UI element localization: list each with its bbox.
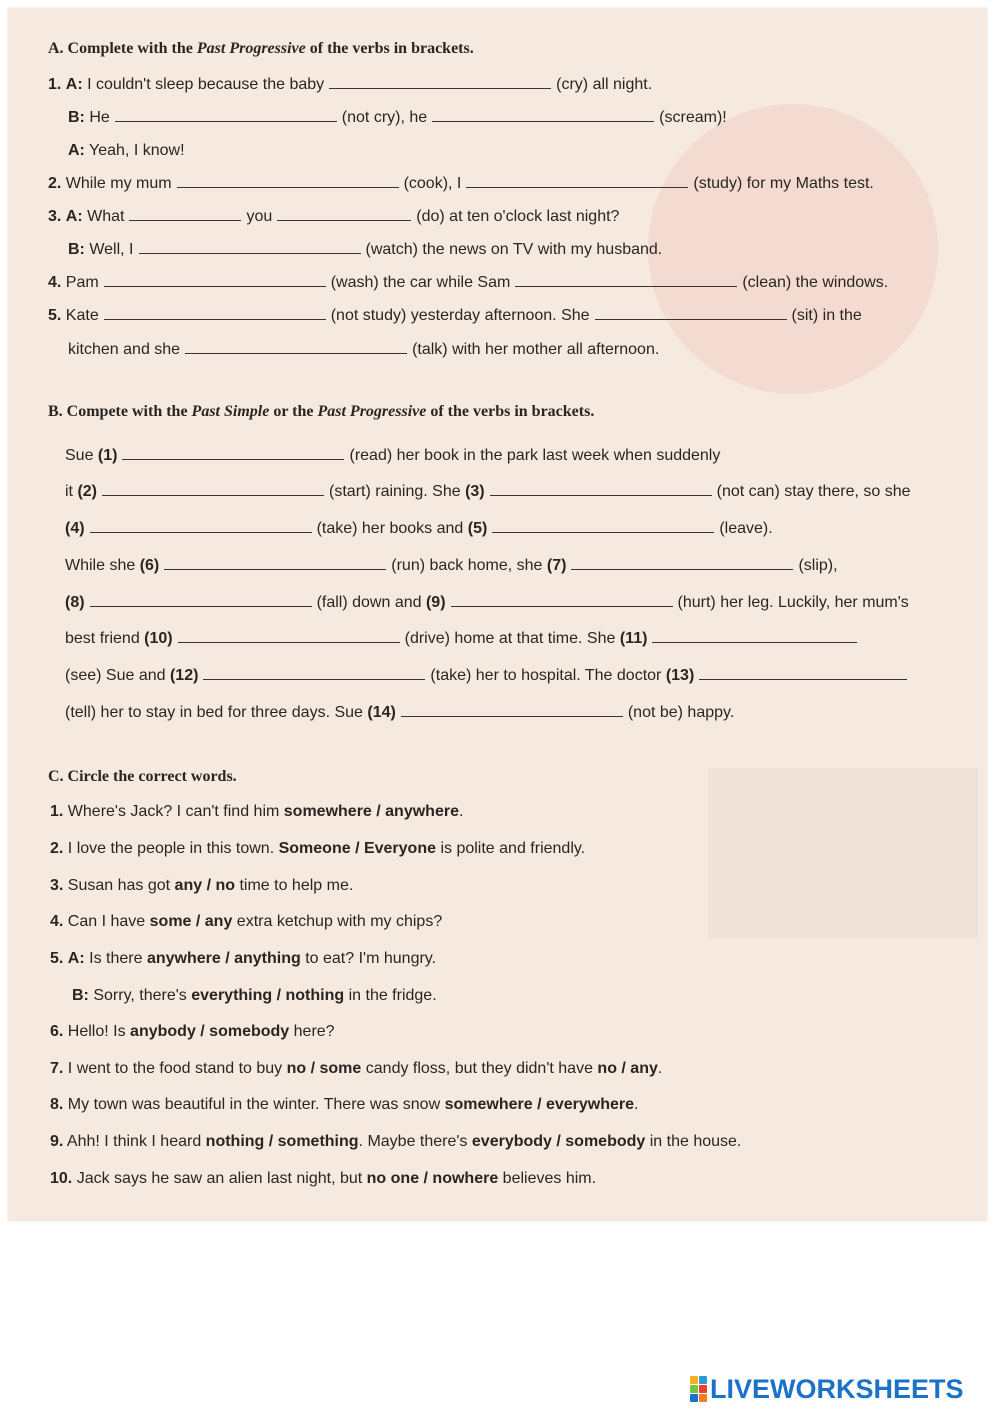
liveworksheets-logo bbox=[690, 1374, 964, 1404]
worksheet-page bbox=[8, 8, 987, 1221]
answer-blank[interactable] bbox=[90, 517, 312, 533]
answer-blank[interactable] bbox=[466, 172, 688, 188]
answer-blank[interactable] bbox=[401, 701, 623, 717]
word-choice[interactable]: any / no bbox=[174, 877, 235, 894]
exercise-b-line-2: it (2) (start) raining. She (3) (not can) stay there, so she bbox=[65, 480, 911, 503]
answer-blank[interactable] bbox=[492, 517, 714, 533]
exercise-a-3: 3. A: What you (do) at ten o'clock last night? bbox=[48, 205, 619, 228]
exercise-a-1-b: B: He (not cry), he (scream)! bbox=[68, 106, 727, 129]
exercise-b-line-1: Sue (1) (read) her book in the park last week when suddenly bbox=[65, 444, 720, 467]
exercise-c-5: 5. A: Is there anywhere / anything to eat? I'm hungry. bbox=[50, 950, 437, 967]
exercise-b-line-4: While she (6) (run) back home, she (7) (slip), bbox=[65, 554, 838, 577]
exercise-c-1: 1. Where's Jack? I can't find him somewhere / anywhere. bbox=[50, 803, 464, 820]
exercise-b-line-8: (tell) her to stay in bed for three days. Sue (14) (not be) happy. bbox=[65, 701, 734, 724]
answer-blank[interactable] bbox=[203, 664, 425, 680]
section-c-heading: C. Circle the correct words. bbox=[48, 768, 237, 785]
exercise-c-9: 9. Ahh! I think I heard nothing / something. Maybe there's everybody / somebody in the house. bbox=[50, 1133, 742, 1150]
answer-blank[interactable] bbox=[164, 554, 386, 570]
background-artwork bbox=[648, 104, 938, 394]
answer-blank[interactable] bbox=[699, 664, 907, 680]
background-artwork-box bbox=[708, 768, 978, 938]
exercise-c-5-b: B: Sorry, there's everything / nothing in the fridge. bbox=[72, 987, 437, 1004]
word-choice[interactable]: somewhere / anywhere bbox=[283, 803, 459, 820]
exercise-b-line-3: (4) (take) her books and (5) (leave). bbox=[65, 517, 773, 540]
word-choice[interactable]: everybody / somebody bbox=[471, 1133, 646, 1150]
word-choice[interactable]: Someone / Everyone bbox=[278, 840, 436, 857]
exercise-b-line-7: (see) Sue and (12) (take) her to hospital. The doctor (13) bbox=[65, 664, 912, 687]
exercise-a-5: 5. Kate (not study) yesterday afternoon. She (sit) in the bbox=[48, 304, 862, 327]
exercise-a-5-b: kitchen and she (talk) with her mother all afternoon. bbox=[68, 338, 659, 361]
answer-blank[interactable] bbox=[571, 554, 793, 570]
exercise-c-6: 6. Hello! Is anybody / somebody here? bbox=[50, 1023, 335, 1040]
word-choice[interactable]: everything / nothing bbox=[191, 987, 345, 1004]
exercise-c-10: 10. Jack says he saw an alien last night, but no one / nowhere believes him. bbox=[50, 1170, 597, 1187]
exercise-b-line-6: best friend (10) (drive) home at that time. She (11) bbox=[65, 627, 862, 650]
exercise-a-4: 4. Pam (wash) the car while Sam (clean) the windows. bbox=[48, 271, 888, 294]
exercise-a-1-c: A: Yeah, I know! bbox=[68, 142, 185, 159]
word-choice[interactable]: anywhere / anything bbox=[146, 950, 301, 967]
word-choice[interactable]: no / any bbox=[597, 1060, 658, 1077]
answer-blank[interactable] bbox=[177, 172, 399, 188]
exercise-a-1: 1. A: I couldn't sleep because the baby (cry) all night. bbox=[48, 73, 652, 96]
brand-name: LIVEWORKSHEETS bbox=[710, 1373, 964, 1404]
exercise-c-4: 4. Can I have some / any extra ketchup with my chips? bbox=[50, 913, 443, 930]
answer-blank[interactable] bbox=[515, 271, 737, 287]
answer-blank[interactable] bbox=[122, 444, 344, 460]
answer-blank[interactable] bbox=[115, 106, 337, 122]
exercise-b-line-5: (8) (fall) down and (9) (hurt) her leg. Luckily, her mum's bbox=[65, 591, 909, 614]
word-choice[interactable]: no one / nowhere bbox=[366, 1170, 499, 1187]
answer-blank[interactable] bbox=[595, 304, 787, 320]
answer-blank[interactable] bbox=[329, 73, 551, 89]
answer-blank[interactable] bbox=[451, 591, 673, 607]
section-a-heading: A. Complete with the Past Progressive of the verbs in brackets. bbox=[48, 40, 474, 57]
exercise-c-3: 3. Susan has got any / no time to help me. bbox=[50, 877, 354, 894]
answer-blank[interactable] bbox=[652, 627, 857, 643]
logo-mark-icon bbox=[690, 1376, 707, 1402]
answer-blank[interactable] bbox=[432, 106, 654, 122]
exercise-c-2: 2. I love the people in this town. Someone / Everyone is polite and friendly. bbox=[50, 840, 586, 857]
exercise-c-8: 8. My town was beautiful in the winter. There was snow somewhere / everywhere. bbox=[50, 1096, 639, 1113]
answer-blank[interactable] bbox=[129, 205, 241, 221]
exercise-a-2: 2. While my mum (cook), I (study) for my Maths test. bbox=[48, 172, 874, 195]
word-choice[interactable]: nothing / something bbox=[205, 1133, 359, 1150]
exercise-a-3-b: B: Well, I (watch) the news on TV with my husband. bbox=[68, 238, 662, 261]
answer-blank[interactable] bbox=[277, 205, 411, 221]
answer-blank[interactable] bbox=[178, 627, 400, 643]
word-choice[interactable]: some / any bbox=[149, 913, 233, 930]
section-b-heading: B. Compete with the Past Simple or the Past Progressive of the verbs in brackets. bbox=[48, 403, 595, 420]
answer-blank[interactable] bbox=[490, 480, 712, 496]
answer-blank[interactable] bbox=[102, 480, 324, 496]
exercise-c-7: 7. I went to the food stand to buy no / some candy floss, but they didn't have no / any. bbox=[50, 1060, 663, 1077]
word-choice[interactable]: somewhere / everywhere bbox=[444, 1096, 635, 1113]
answer-blank[interactable] bbox=[139, 238, 361, 254]
answer-blank[interactable] bbox=[185, 338, 407, 354]
word-choice[interactable]: anybody / somebody bbox=[130, 1023, 290, 1040]
answer-blank[interactable] bbox=[104, 304, 326, 320]
word-choice[interactable]: no / some bbox=[286, 1060, 362, 1077]
answer-blank[interactable] bbox=[104, 271, 326, 287]
answer-blank[interactable] bbox=[90, 591, 312, 607]
